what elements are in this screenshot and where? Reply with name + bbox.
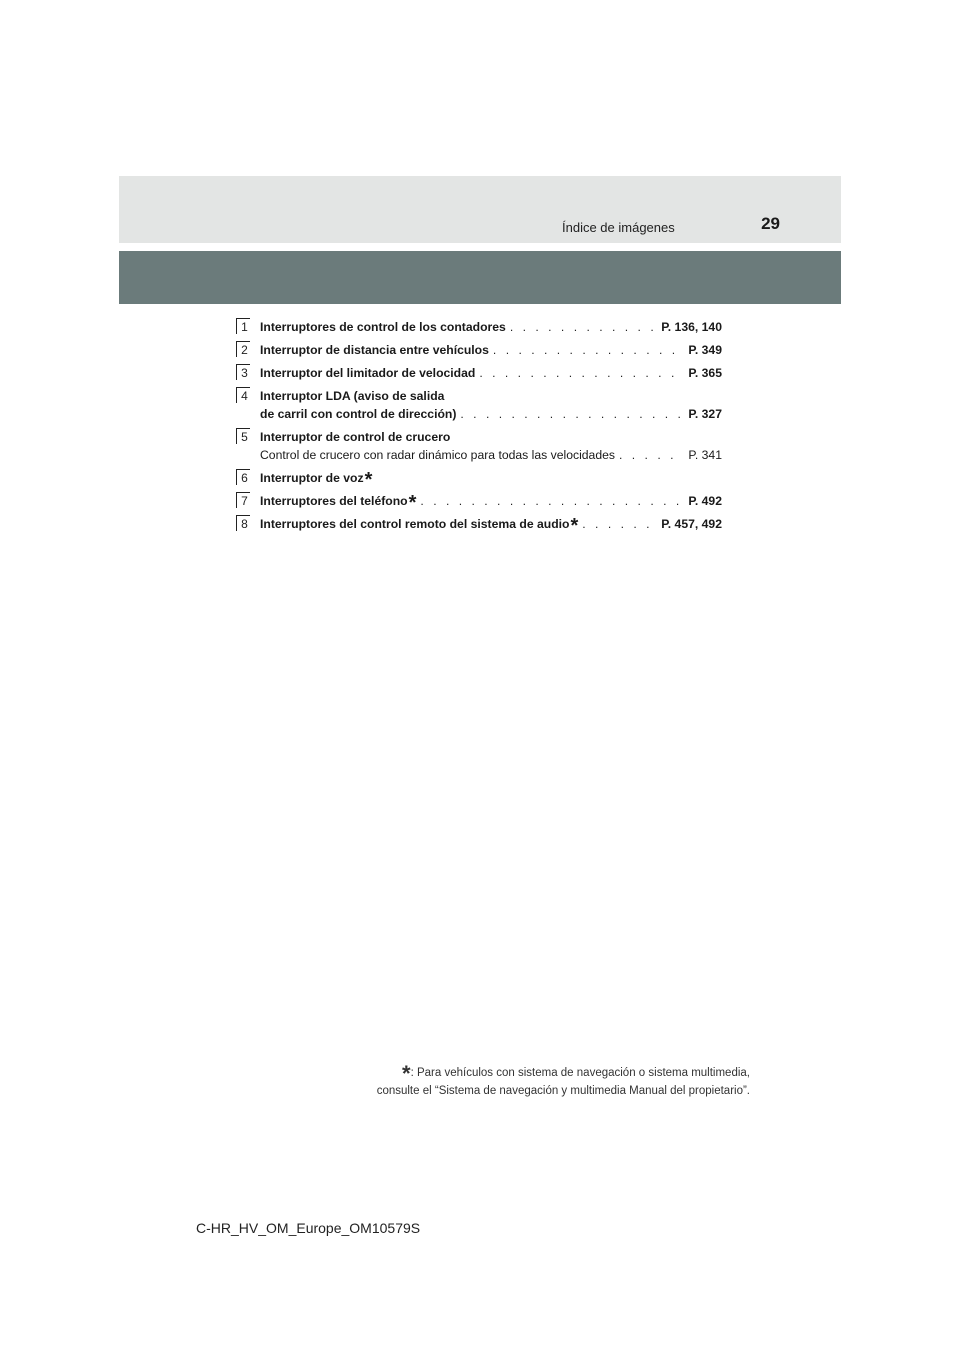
list-item — [236, 428, 722, 464]
item-number-icon: 7 — [236, 492, 250, 508]
list-item: 8 Interruptores del control remoto del sistema de audio * . . . P. 457, 492 — [236, 515, 722, 533]
page-ref-link[interactable]: P. 136, 140 — [661, 320, 722, 334]
entry-subtitle: Control de crucero con radar dinámico para todas las velocidades — [260, 448, 615, 462]
page-ref-link[interactable]: P. 457, 492 — [661, 517, 722, 531]
title-bar — [119, 251, 841, 304]
asterisk-icon: * — [402, 1061, 411, 1086]
footnote — [320, 1060, 750, 1100]
item-number-icon: 2 — [236, 341, 250, 357]
leader-dots — [510, 318, 657, 336]
entry-title: Interruptor de voz — [260, 471, 364, 485]
entry-title-line2: de carril con control de dirección) — [260, 407, 457, 421]
item-number-icon: 1 — [236, 318, 250, 334]
page-ref-link[interactable]: P. 365 — [688, 366, 722, 380]
document-id: C-HR_HV_OM_Europe_OM10579S — [196, 1220, 421, 1236]
leader-dots — [420, 492, 684, 510]
list-item — [236, 341, 722, 359]
section-label: Índice de imágenes — [562, 220, 675, 235]
footnote-line2: consulte el “Sistema de navegación y multimedia Manual del propietario”. — [376, 1085, 750, 1097]
item-number-icon: 5 — [236, 428, 250, 444]
entry-title: Interruptor de control de crucero — [260, 430, 451, 444]
leader-dots — [493, 341, 684, 359]
page-ref-link[interactable]: P. 349 — [688, 343, 722, 357]
item-number-icon: 8 — [236, 515, 250, 531]
list-item — [236, 318, 722, 336]
entry-title: Interruptores del control remoto del sistema de audio — [260, 517, 570, 531]
entry-title: Interruptores de control de los contadores — [260, 320, 506, 334]
entry-title-line1: Interruptor LDA (aviso de salida — [260, 389, 445, 403]
list-item: 6 Interruptor de voz * — [236, 469, 722, 487]
entry-list — [236, 318, 722, 538]
list-item — [236, 364, 722, 382]
item-number-icon: 3 — [236, 364, 250, 380]
page-number: 29 — [761, 214, 780, 233]
entry-title: Interruptor del limitador de velocidad — [260, 366, 476, 380]
leader-dots — [460, 405, 684, 423]
entry-title: Interruptores del teléfono — [260, 494, 408, 508]
page-ref-link[interactable]: P. 492 — [688, 494, 722, 508]
list-item: 7 Interruptores del teléfono * . . . P. 492 — [236, 492, 722, 510]
item-number-icon: 6 — [236, 469, 250, 485]
item-number-icon: 4 — [236, 387, 250, 403]
leader-dots — [479, 364, 684, 382]
page-ref-link[interactable]: P. 341 — [688, 448, 722, 462]
page-ref-link[interactable]: P. 327 — [688, 407, 722, 421]
list-item — [236, 387, 722, 423]
entry-title: Interruptor de distancia entre vehículos — [260, 343, 489, 357]
leader-dots — [582, 515, 657, 533]
footnote-line1: : Para vehículos con sistema de navegación o sistema multimedia, — [410, 1067, 750, 1079]
header-band — [119, 176, 841, 243]
leader-dots — [619, 446, 684, 464]
